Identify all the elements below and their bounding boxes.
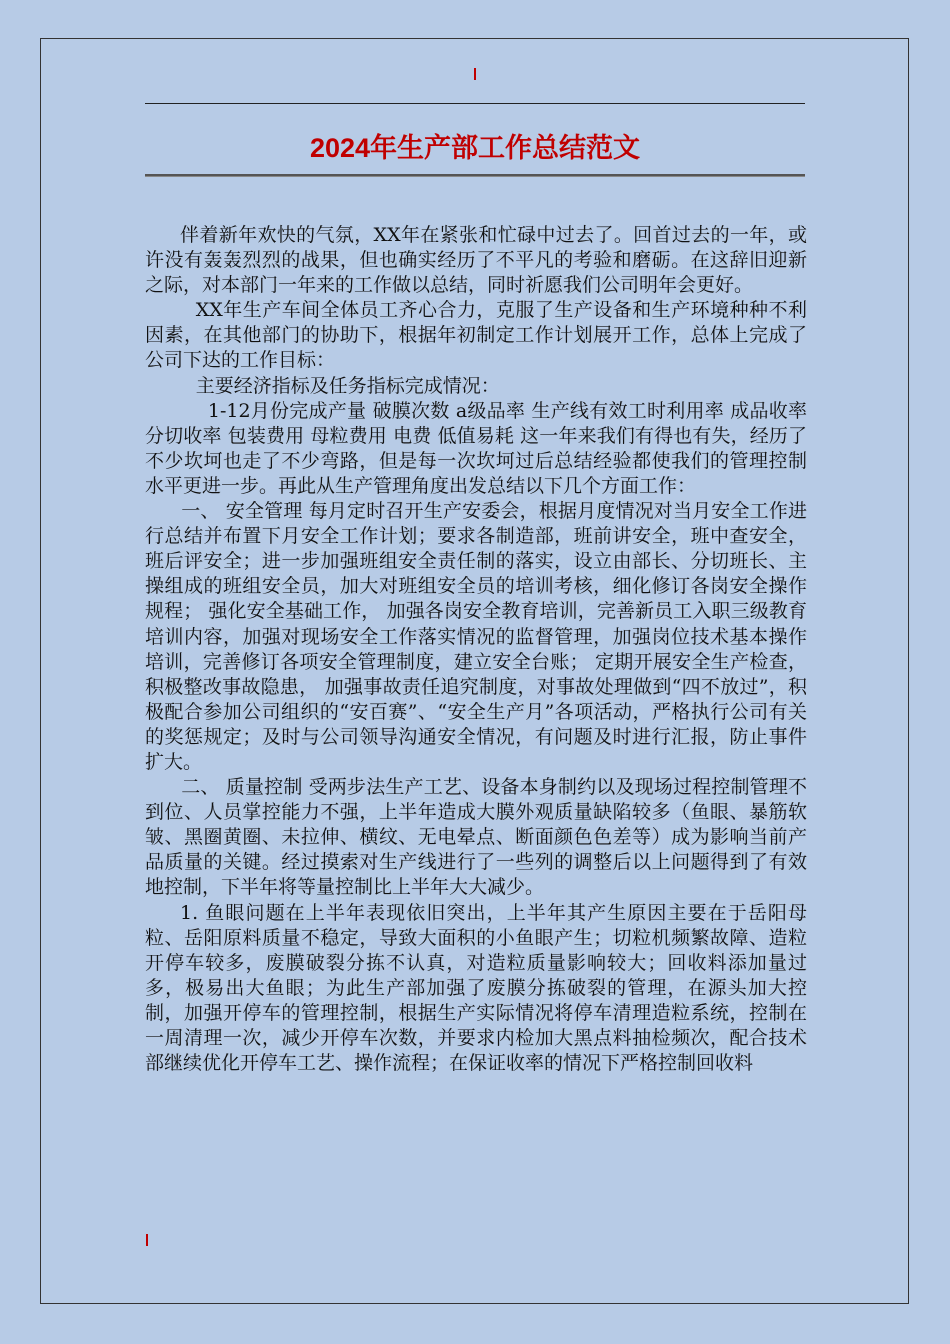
paragraph-overview: XX年生产车间全体员工齐心合力，克服了生产设备和生产环境种种不利因素，在其他部门的协助下，根据年初制定工作计划展开工作，总体上完成了公司下达的工作目标： bbox=[145, 299, 807, 372]
header-marker bbox=[474, 68, 476, 80]
paragraph-safety: 一、 安全管理 每月定时召开生产安委会，根据月度情况对当月安全工作进行总结并布置下月安全工作计划；要求各制造部，班前讲安全，班中查安全，班后评安全；进一步加强班组安全责任制的落实，设立由部长、分切班长、主操组成的班组安全员，加大对班组安全员的培训考核，细化修订各岗安全操作规程； 强化安全基础工作， 加强各岗安全教育培训，完善新员工入职三级教育培训内容，加强对现场安全工作落实情况的监督管理，加强岗位技术基本操作培训，完善修订各项安全管理制度，建立安全台账； 定期开展安全生产检查，积极整改事故隐患， 加强事故责任追究制度，对事故处理做到“四不放过”，积极配合参加公司组织的“安百赛”、“安全生产月”各项活动，严格执行公司有关的奖惩规定；及时与公司领导沟通安全情况，有问题及时进行汇报，防止事件扩大。 bbox=[145, 500, 807, 773]
paragraph-quality: 二、 质量控制 受两步法生产工艺、设备本身制约以及现场过程控制管理不到位、人员掌控能力不强，上半年造成大膜外观质量缺陷较多（鱼眼、暴筋软皱、黑圈黄圈、未拉伸、横纹、无电晕点、断面颜色色差等）成为影响当前产品质量的关键。经过摸索对生产线进行了一些列的调整后以上问题得到了有效地控制，下半年将等量控制比上半年大大减少。 bbox=[145, 776, 807, 899]
header-rule bbox=[145, 103, 805, 104]
document-title: 2024年生产部工作总结范文 bbox=[309, 133, 641, 163]
paragraph-indicators-heading: 主要经济指标及任务指标完成情况： bbox=[195, 374, 500, 397]
paragraph-intro: 伴着新年欢快的气氛，XX年在紧张和忙碌中过去了。回首过去的一年，或许没有轰轰烈烈的战果，但也确实经历了不平凡的考验和磨砺。在这辞旧迎新之际，对本部门一年来的工作做以总结，同时祈愿我们公司明年会更好。 bbox=[145, 224, 807, 297]
footer-marker bbox=[146, 1234, 148, 1246]
title-rule bbox=[145, 174, 805, 176]
paragraph-indicators: 1-12月份完成产量 破膜次数 a级品率 生产线有效工时利用率 成品收率 分切收率 包装费用 母粒费用 电费 低值易耗 这一年来我们有得也有失，经历了不少坎坷也走了不少弯路，但是每一次坎坷过后总结经验都使我们的管理控制水平更进一步。再此从生产管理角度出发总结以下几个方面工作： bbox=[145, 399, 814, 497]
document-body bbox=[145, 223, 814, 1076]
paragraph-fisheye: 1. 鱼眼问题在上半年表现依旧突出，上半年其产生原因主要在于岳阳母粒、岳阳原料质量不稳定，导致大面积的小鱼眼产生；切粒机频繁故障、造粒开停车较多，废膜破裂分拣不认真，对造粒质量影响较大；回收料添加量过多，极易出大鱼眼；为此生产部加强了废膜分拣破裂的管理，在源头加大控制，加强开停车的管理控制，根据生产实际情况将停车清理造粒系统，控制在一周清理一次，减少开停车次数，并要求内检加大黑点料抽检频次，配合技术部继续优化开停车工艺、操作流程；在保证收率的情况下严格控制回收料 bbox=[145, 901, 807, 1075]
